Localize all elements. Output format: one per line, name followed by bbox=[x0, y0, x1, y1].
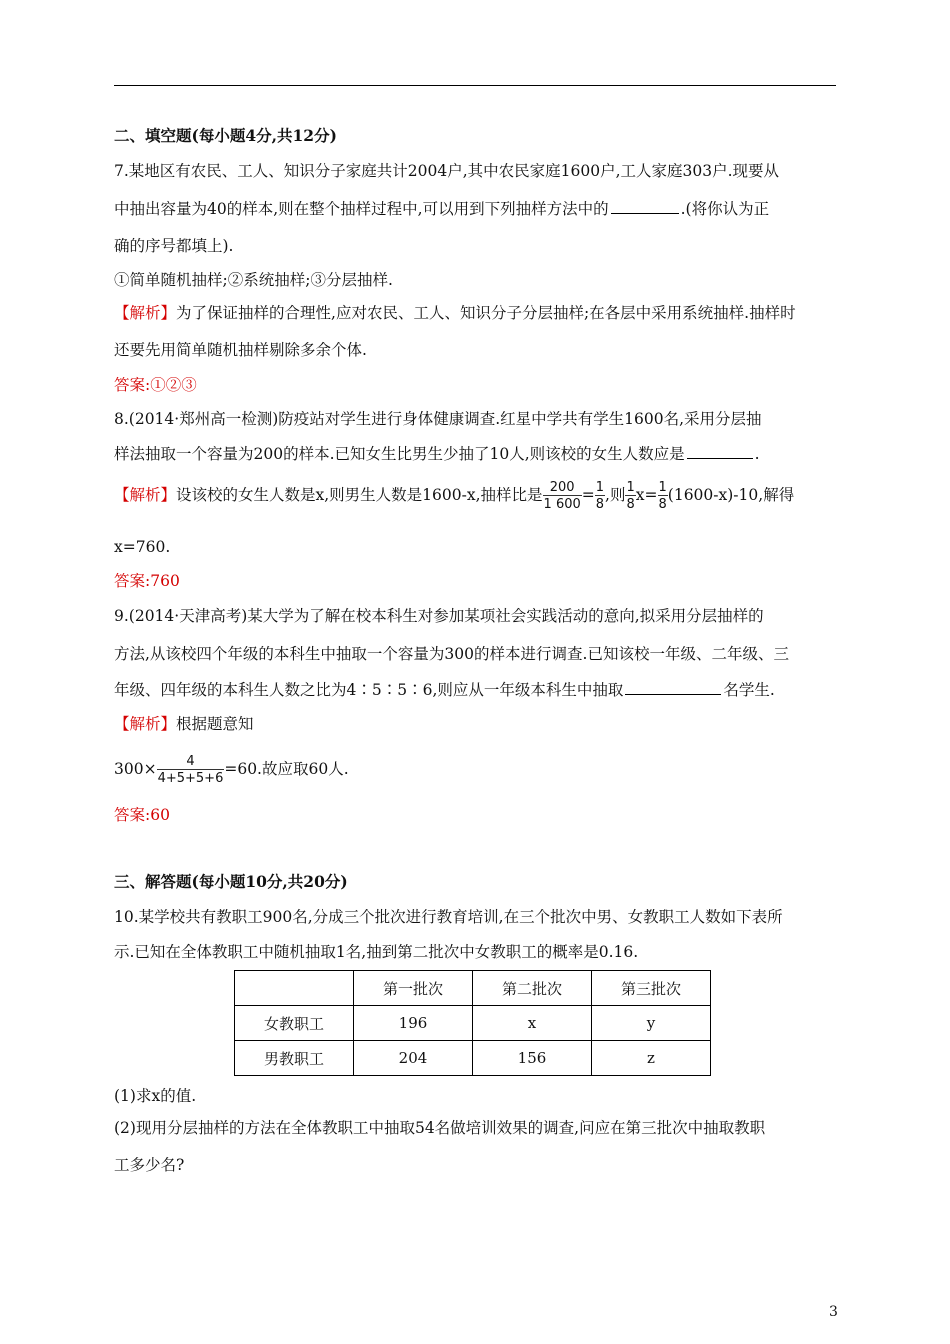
q8-line2 bbox=[114, 444, 760, 464]
q8-analysis-text2: ,则 bbox=[605, 486, 626, 504]
table-header-cell: 第二批次 bbox=[473, 971, 592, 1006]
q7-answer: 答案:①②③ bbox=[114, 376, 197, 394]
q7-line2-text: 中抽出容量为40的样本,则在整个抽样过程中,可以用到下列抽样方法中的 bbox=[114, 200, 609, 218]
q7-answer-blank bbox=[611, 199, 679, 214]
table-header-cell bbox=[235, 971, 354, 1006]
table-header-cell: 第三批次 bbox=[592, 971, 711, 1006]
table-cell: y bbox=[592, 1006, 711, 1041]
q9-line3-tail: 名学生. bbox=[723, 681, 775, 699]
table-cell: 156 bbox=[473, 1041, 592, 1076]
q8-answer-blank bbox=[687, 444, 753, 459]
table-row bbox=[235, 1006, 711, 1041]
table-header-cell: 第一批次 bbox=[354, 971, 473, 1006]
table-cell: 男教职工 bbox=[235, 1041, 354, 1076]
q7-line1: 7.某地区有农民、工人、知识分子家庭共计2004户,其中农民家庭1600户,工人家庭303户.现要从 bbox=[114, 162, 780, 180]
q9-analysis-text: 根据题意知 bbox=[176, 715, 254, 733]
q10-part2-line2: 工多少名? bbox=[114, 1156, 185, 1174]
q8-analysis-text4: (1600-x)-10,解得 bbox=[667, 486, 795, 504]
q8-f2-num: 1 bbox=[595, 480, 605, 495]
q9-line3 bbox=[114, 680, 775, 700]
table-cell: 204 bbox=[354, 1041, 473, 1076]
table-cell: 196 bbox=[354, 1006, 473, 1041]
q9-f-den: 4+5+5+6 bbox=[157, 771, 224, 786]
q8-f1-num: 200 bbox=[549, 480, 575, 495]
q8-result: x=760. bbox=[114, 538, 171, 556]
q7-analysis-tag: 【解析】 bbox=[114, 304, 177, 322]
q7-line2 bbox=[114, 199, 769, 219]
q8-f2-den: 8 bbox=[595, 497, 605, 512]
q8-line1: 8.(2014·郑州高一检测)防疫站对学生进行身体健康调查.红星中学共有学生1600名,采用分层抽 bbox=[114, 410, 762, 428]
q8-f3-den: 8 bbox=[626, 497, 635, 512]
q9-calc-prefix: 300× bbox=[114, 760, 157, 778]
q10-part1: (1)求x的值. bbox=[114, 1087, 197, 1105]
q8-fraction-1-8c bbox=[658, 480, 668, 512]
table-cell: x bbox=[473, 1006, 592, 1041]
q9-fraction bbox=[157, 754, 225, 786]
table-header-row bbox=[235, 971, 711, 1006]
q9-f-num: 4 bbox=[186, 754, 195, 769]
q8-analysis bbox=[114, 480, 794, 512]
section2-title: 二、填空题(每小题4分,共12分) bbox=[114, 126, 337, 145]
q8-answer: 答案:760 bbox=[114, 572, 180, 590]
q8-line2-tail: . bbox=[754, 445, 760, 463]
q8-analysis-text1: 设该校的女生人数是x,则男生人数是1600-x,抽样比是 bbox=[176, 486, 543, 504]
q9-line3-text: 年级、四年级的本科生人数之比为4∶5∶5∶6,则应从一年级本科生中抽取 bbox=[114, 681, 624, 699]
q7-analysis-text1: 为了保证抽样的合理性,应对农民、工人、知识分子分层抽样;在各层中采用系统抽样.抽样时 bbox=[176, 304, 796, 322]
q9-calc-suffix: =60.故应取60人. bbox=[224, 760, 349, 778]
q9-line1: 9.(2014·天津高考)某大学为了解在校本科生对参加某项社会实践活动的意向,拟采用分层抽样的 bbox=[114, 607, 764, 625]
table-cell: z bbox=[592, 1041, 711, 1076]
q8-f1-den: 1 600 bbox=[543, 497, 581, 512]
header-rule bbox=[114, 85, 836, 86]
page-number: 3 bbox=[829, 1304, 838, 1320]
q9-calculation bbox=[114, 754, 349, 786]
table-cell: 女教职工 bbox=[235, 1006, 354, 1041]
q9-line2: 方法,从该校四个年级的本科生中抽取一个容量为300的样本进行调查.已知该校一年级、二年级、三 bbox=[114, 645, 789, 663]
q10-line2: 示.已知在全体教职工中随机抽取1名,抽到第二批次中女教职工的概率是0.16. bbox=[114, 943, 639, 961]
q8-fraction-200-1600 bbox=[543, 480, 582, 512]
q8-f4-num: 1 bbox=[658, 480, 667, 495]
q9-answer: 答案:60 bbox=[114, 806, 170, 824]
q10-part2-line1: (2)现用分层抽样的方法在全体教职工中抽取54名做培训效果的调查,问应在第三批次中抽取教职 bbox=[114, 1119, 766, 1137]
q7-line3: 确的序号都填上). bbox=[114, 237, 234, 255]
q9-analysis-tag: 【解析】 bbox=[114, 715, 177, 733]
table-row bbox=[235, 1041, 711, 1076]
q10-line1: 10.某学校共有教职工900名,分成三个批次进行教育培训,在三个批次中男、女教职工人数如下表所 bbox=[114, 908, 783, 926]
q9-analysis bbox=[114, 714, 254, 734]
q8-analysis-text3: x= bbox=[635, 486, 658, 504]
q8-fraction-1-8b bbox=[625, 480, 635, 512]
q10-table bbox=[234, 970, 711, 1076]
q7-analysis-line2: 还要先用简单随机抽样剔除多余个体. bbox=[114, 341, 367, 359]
section3-title: 三、解答题(每小题10分,共20分) bbox=[114, 872, 348, 891]
q7-analysis bbox=[114, 303, 796, 323]
q8-line2-text: 样法抽取一个容量为200的样本.已知女生比男生少抽了10人,则该校的女生人数应是 bbox=[114, 445, 685, 463]
q9-answer-blank bbox=[625, 680, 721, 695]
q8-analysis-tag: 【解析】 bbox=[114, 486, 177, 504]
q8-f4-den: 8 bbox=[658, 497, 667, 512]
q7-line2-tail: .(将你认为正 bbox=[680, 200, 770, 218]
q8-eq: = bbox=[581, 486, 595, 504]
q8-fraction-1-8 bbox=[595, 480, 605, 512]
q7-options: ①简单随机抽样;②系统抽样;③分层抽样. bbox=[114, 271, 393, 289]
q8-f3-num: 1 bbox=[626, 480, 635, 495]
